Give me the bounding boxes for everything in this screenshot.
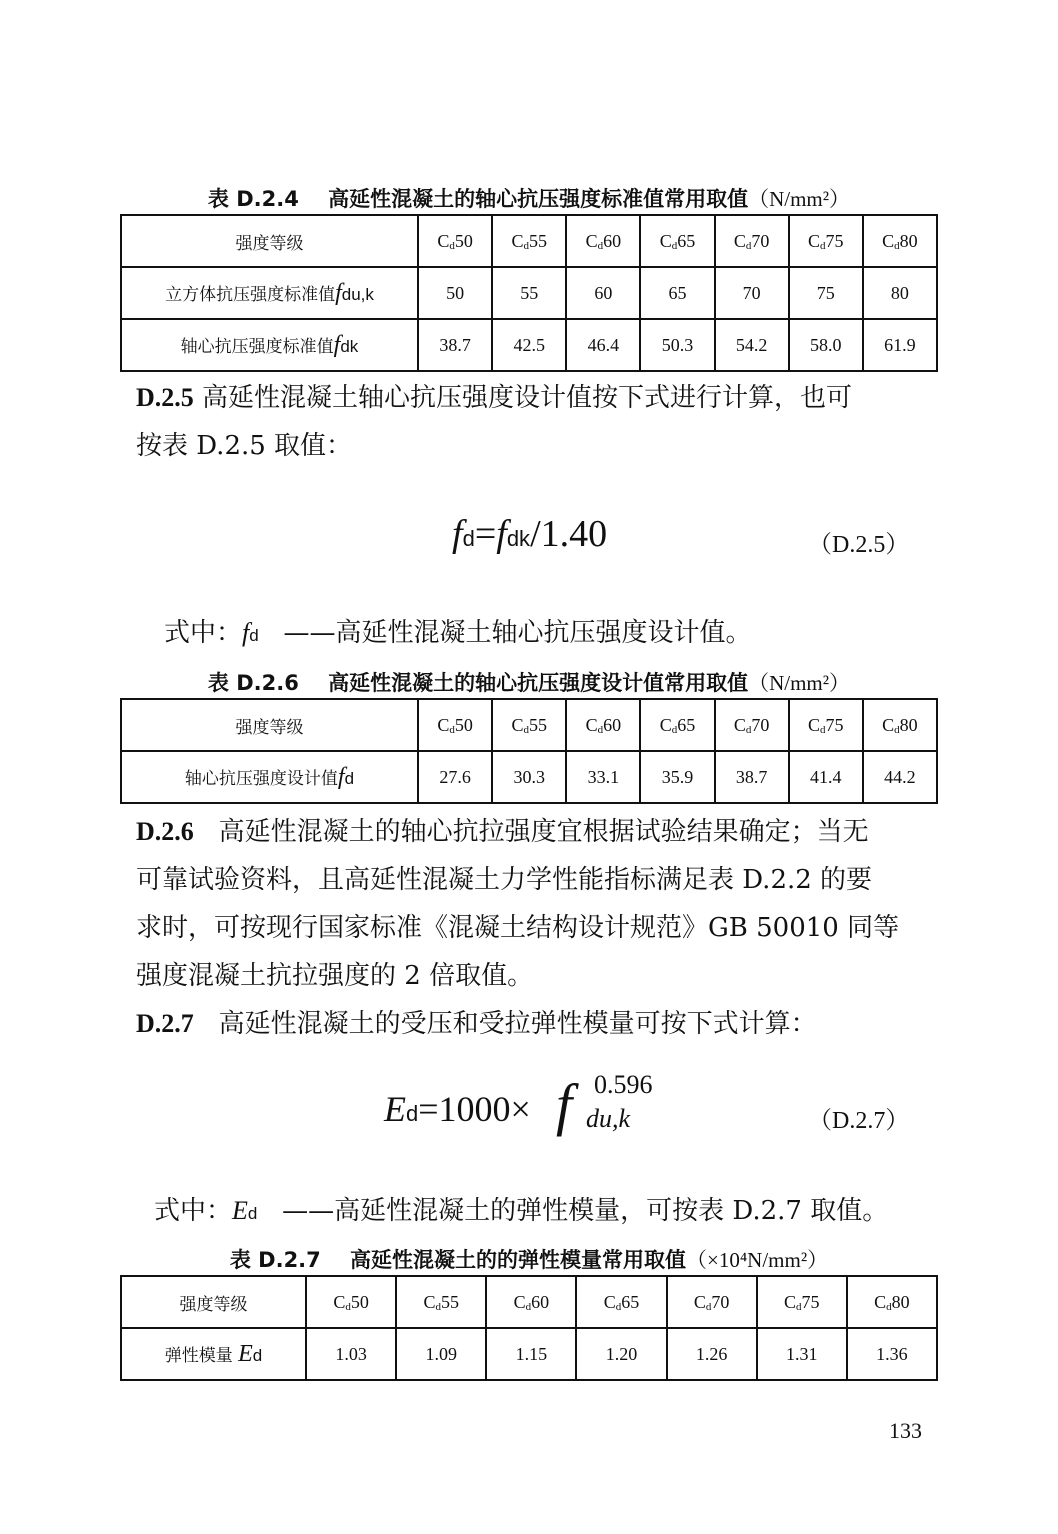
value-cell: 30.3 xyxy=(492,751,566,803)
value-cell: 1.31 xyxy=(757,1328,847,1380)
table-d26-caption-title: 高延性混凝土的轴心抗压强度设计值常用取值 xyxy=(328,671,749,695)
eq-symbol: f xyxy=(452,513,463,555)
where-clause-d25 xyxy=(164,612,752,649)
grade-prefix: C xyxy=(513,1291,526,1312)
grade-value: 60 xyxy=(603,230,622,251)
grade-prefix: C xyxy=(808,230,821,251)
grade-subscript: d xyxy=(894,239,900,252)
grade-subscript: d xyxy=(894,723,900,736)
grade-cell xyxy=(566,215,640,267)
eq-f-subscript: du,k xyxy=(586,1104,631,1133)
value-cell: 27.6 xyxy=(418,751,492,803)
table-d27-caption-unit: （×10⁴N/mm²） xyxy=(686,1248,829,1272)
grade-prefix: C xyxy=(874,1291,887,1312)
grade-label-cell: 强度等级 xyxy=(121,215,418,267)
grade-value: 75 xyxy=(801,1291,820,1312)
grade-cell xyxy=(715,699,789,751)
grade-subscript: d xyxy=(435,1300,441,1313)
grade-value: 80 xyxy=(891,1291,910,1312)
symbol-subscript: du,k xyxy=(341,284,374,304)
paragraph-text: 高延性混凝土的受压和受拉弹性模量可按下式计算： xyxy=(218,1009,817,1039)
grade-value: 70 xyxy=(751,714,770,735)
paragraph-d26 xyxy=(136,808,926,1000)
where-clause-d27 xyxy=(154,1190,888,1227)
grade-cell xyxy=(306,1276,396,1328)
grade-subscript: d xyxy=(671,239,678,252)
paragraph-d27 xyxy=(136,1000,926,1048)
symbol-subscript: d xyxy=(252,1345,263,1365)
paragraph-line xyxy=(136,374,926,422)
row-label-cell xyxy=(121,319,418,371)
table-d27-row-elastic-modulus xyxy=(121,1328,937,1380)
grade-value: 60 xyxy=(603,714,622,735)
grade-subscript: d xyxy=(523,723,529,736)
table-d26-caption xyxy=(120,667,938,697)
clause-number: D.2.5 xyxy=(136,383,194,412)
grade-label-cell: 强度等级 xyxy=(121,1276,306,1328)
grade-prefix: C xyxy=(585,230,598,251)
grade-cell xyxy=(396,1276,486,1328)
grade-cell xyxy=(486,1276,576,1328)
grade-prefix: C xyxy=(585,714,598,735)
grade-cell xyxy=(640,699,714,751)
grade-value: 65 xyxy=(677,230,696,251)
row-label-cell xyxy=(121,1328,306,1380)
grade-cell xyxy=(566,699,640,751)
grade-value: 50 xyxy=(454,230,473,251)
eq-symbol: E xyxy=(384,1089,406,1129)
row-label: 弹性模量 xyxy=(164,1345,233,1366)
grade-subscript: d xyxy=(523,239,529,252)
value-cell: 50.3 xyxy=(640,319,714,371)
where-symbol: E xyxy=(232,1196,248,1225)
paragraph-line xyxy=(136,808,926,856)
value-cell: 38.7 xyxy=(715,751,789,803)
grade-value: 80 xyxy=(899,714,918,735)
clause-number: D.2.6 xyxy=(136,817,194,846)
row-label-cell xyxy=(121,751,418,803)
grade-cell xyxy=(789,699,863,751)
grade-cell xyxy=(492,699,566,751)
table-d24-caption xyxy=(120,183,938,213)
grade-subscript: d xyxy=(705,1300,712,1313)
grade-value: 70 xyxy=(751,230,770,251)
paragraph-line: 可靠试验资料，且高延性混凝土力学性能指标满足表 D.2.2 的要 xyxy=(136,865,873,895)
table-d24-row-cube-strength xyxy=(121,267,937,319)
value-cell: 50 xyxy=(418,267,492,319)
grade-subscript: d xyxy=(597,723,604,736)
grade-prefix: C xyxy=(659,230,672,251)
grade-cell xyxy=(492,215,566,267)
symbol-subscript: dk xyxy=(340,336,359,356)
value-cell: 1.03 xyxy=(306,1328,396,1380)
grade-cell xyxy=(863,699,937,751)
table-d27-caption-title: 高延性混凝土的的弹性模量常用取值 xyxy=(350,1248,687,1272)
grade-value: 65 xyxy=(621,1291,640,1312)
value-cell: 58.0 xyxy=(789,319,863,371)
value-cell: 61.9 xyxy=(863,319,937,371)
where-symbol: f xyxy=(242,618,250,647)
table-d26-caption-unit: （N/mm²） xyxy=(748,671,851,695)
table-d27-header-row xyxy=(121,1276,937,1328)
eq-superscript: 0.596 xyxy=(594,1070,653,1099)
eq-rest: /1.40 xyxy=(530,513,608,555)
symbol: f xyxy=(333,331,341,358)
paragraph-line: 求时，可按现行国家标准《混凝土结构设计规范》GB 50010 同等 xyxy=(136,913,900,943)
equation-d27 xyxy=(384,1070,684,1140)
grade-prefix: C xyxy=(437,714,450,735)
eq-symbol: f xyxy=(496,513,507,555)
grade-value: 60 xyxy=(531,1291,550,1312)
where-description: ——高延性混凝土的弹性模量，可按表 D.2.7 取值。 xyxy=(282,1196,889,1226)
grade-subscript: d xyxy=(345,1300,351,1313)
value-cell: 70 xyxy=(715,267,789,319)
grade-prefix: C xyxy=(784,1291,797,1312)
grade-subscript: d xyxy=(525,1300,532,1313)
table-d24-caption-unit: （N/mm²） xyxy=(748,187,851,211)
grade-value: 50 xyxy=(350,1291,369,1312)
table-d24-header-row xyxy=(121,215,937,267)
grade-value: 75 xyxy=(825,714,844,735)
equation-number-d27: （D.2.7） xyxy=(808,1108,910,1134)
value-cell: 60 xyxy=(566,267,640,319)
grade-prefix: C xyxy=(511,714,524,735)
paragraph-text: 高延性混凝土轴心抗压强度设计值按下式进行计算，也可 xyxy=(202,383,853,413)
grade-value: 55 xyxy=(528,230,547,251)
value-cell: 1.15 xyxy=(486,1328,576,1380)
paragraph-d25 xyxy=(136,374,926,470)
row-label: 轴心抗压强度设计值 xyxy=(184,768,338,789)
grade-prefix: C xyxy=(808,714,821,735)
grade-subscript: d xyxy=(886,1300,892,1313)
grade-prefix: C xyxy=(882,714,895,735)
eq-equals: = xyxy=(474,513,497,555)
value-cell: 55 xyxy=(492,267,566,319)
eq-rhs: =1000× xyxy=(418,1089,531,1129)
row-label: 立方体抗压强度标准值 xyxy=(165,284,336,305)
grade-prefix: C xyxy=(423,1291,436,1312)
value-cell: 1.20 xyxy=(576,1328,666,1380)
grade-prefix: C xyxy=(333,1291,346,1312)
table-d27-caption-number: 表 D.2.7 xyxy=(229,1248,321,1272)
grade-subscript: d xyxy=(597,239,604,252)
value-cell: 1.36 xyxy=(847,1328,937,1380)
grade-subscript: d xyxy=(820,239,826,252)
grade-subscript: d xyxy=(671,723,678,736)
grade-subscript: d xyxy=(796,1300,802,1313)
value-cell: 41.4 xyxy=(789,751,863,803)
value-cell: 80 xyxy=(863,267,937,319)
grade-value: 75 xyxy=(825,230,844,251)
grade-cell xyxy=(847,1276,937,1328)
grade-prefix: C xyxy=(511,230,524,251)
grade-prefix: C xyxy=(693,1291,706,1312)
paragraph-line: 强度混凝土抗拉强度的 2 倍取值。 xyxy=(136,961,534,991)
grade-value: 50 xyxy=(454,714,473,735)
table-d24-row-axial-strength xyxy=(121,319,937,371)
where-prefix: 式中： xyxy=(164,618,243,648)
table-d26-row-design-strength xyxy=(121,751,937,803)
equation-number-d25: （D.2.5） xyxy=(808,532,910,558)
symbol-subscript: d xyxy=(344,768,355,788)
eq-f-symbol: f xyxy=(556,1072,573,1137)
grade-subscript: d xyxy=(745,723,752,736)
value-cell: 1.26 xyxy=(667,1328,757,1380)
where-prefix: 式中： xyxy=(154,1196,233,1226)
value-cell: 42.5 xyxy=(492,319,566,371)
value-cell: 54.2 xyxy=(715,319,789,371)
grade-subscript: d xyxy=(449,723,455,736)
grade-subscript: d xyxy=(820,723,826,736)
value-cell: 1.09 xyxy=(396,1328,486,1380)
page-number: 133 xyxy=(889,1418,922,1443)
grade-cell xyxy=(667,1276,757,1328)
grade-value: 80 xyxy=(899,230,918,251)
grade-prefix: C xyxy=(437,230,450,251)
grade-prefix: C xyxy=(603,1291,616,1312)
symbol: f xyxy=(335,279,342,306)
table-d27 xyxy=(120,1275,938,1381)
paragraph-text: 高延性混凝土的轴心抗拉强度宜根据试验结果确定；当无 xyxy=(218,817,869,847)
grade-prefix: C xyxy=(659,714,672,735)
clause-number: D.2.7 xyxy=(136,1009,194,1038)
where-subscript: d xyxy=(249,626,259,645)
grade-cell xyxy=(640,215,714,267)
table-d26 xyxy=(120,698,938,804)
table-d24-caption-number: 表 D.2.4 xyxy=(207,187,299,211)
grade-cell xyxy=(715,215,789,267)
grade-value: 55 xyxy=(528,714,547,735)
value-cell: 33.1 xyxy=(566,751,640,803)
value-cell: 46.4 xyxy=(566,319,640,371)
grade-cell xyxy=(757,1276,847,1328)
grade-cell xyxy=(576,1276,666,1328)
grade-cell xyxy=(418,699,492,751)
eq-subscript: d xyxy=(406,1101,419,1126)
row-label-cell xyxy=(121,267,418,319)
value-cell: 38.7 xyxy=(418,319,492,371)
value-cell: 65 xyxy=(640,267,714,319)
grade-value: 55 xyxy=(440,1291,459,1312)
grade-cell xyxy=(789,215,863,267)
equation-d25 xyxy=(452,512,607,556)
table-d26-caption-number: 表 D.2.6 xyxy=(207,671,299,695)
paragraph-line xyxy=(136,1000,926,1048)
table-d24-caption-title: 高延性混凝土的轴心抗压强度标准值常用取值 xyxy=(328,187,749,211)
eq-subscript: dk xyxy=(506,526,531,551)
grade-value: 70 xyxy=(711,1291,730,1312)
value-cell: 35.9 xyxy=(640,751,714,803)
grade-cell xyxy=(863,215,937,267)
table-d26-header-row xyxy=(121,699,937,751)
symbol: f xyxy=(337,763,345,790)
paragraph-line: 按表 D.2.5 取值： xyxy=(136,431,353,461)
grade-prefix: C xyxy=(882,230,895,251)
value-cell: 75 xyxy=(789,267,863,319)
grade-label-cell: 强度等级 xyxy=(121,699,418,751)
where-description: ——高延性混凝土轴心抗压强度设计值。 xyxy=(283,618,752,648)
grade-subscript: d xyxy=(615,1300,622,1313)
symbol: E xyxy=(238,1340,253,1367)
value-cell: 44.2 xyxy=(863,751,937,803)
grade-subscript: d xyxy=(449,239,455,252)
table-d27-caption xyxy=(120,1244,938,1274)
grade-prefix: C xyxy=(733,714,746,735)
grade-value: 65 xyxy=(677,714,696,735)
grade-cell xyxy=(418,215,492,267)
row-label: 轴心抗压强度标准值 xyxy=(180,336,334,357)
grade-subscript: d xyxy=(745,239,752,252)
where-subscript: d xyxy=(247,1204,258,1223)
grade-prefix: C xyxy=(733,230,746,251)
table-d24 xyxy=(120,214,938,372)
eq-subscript: d xyxy=(462,526,475,551)
